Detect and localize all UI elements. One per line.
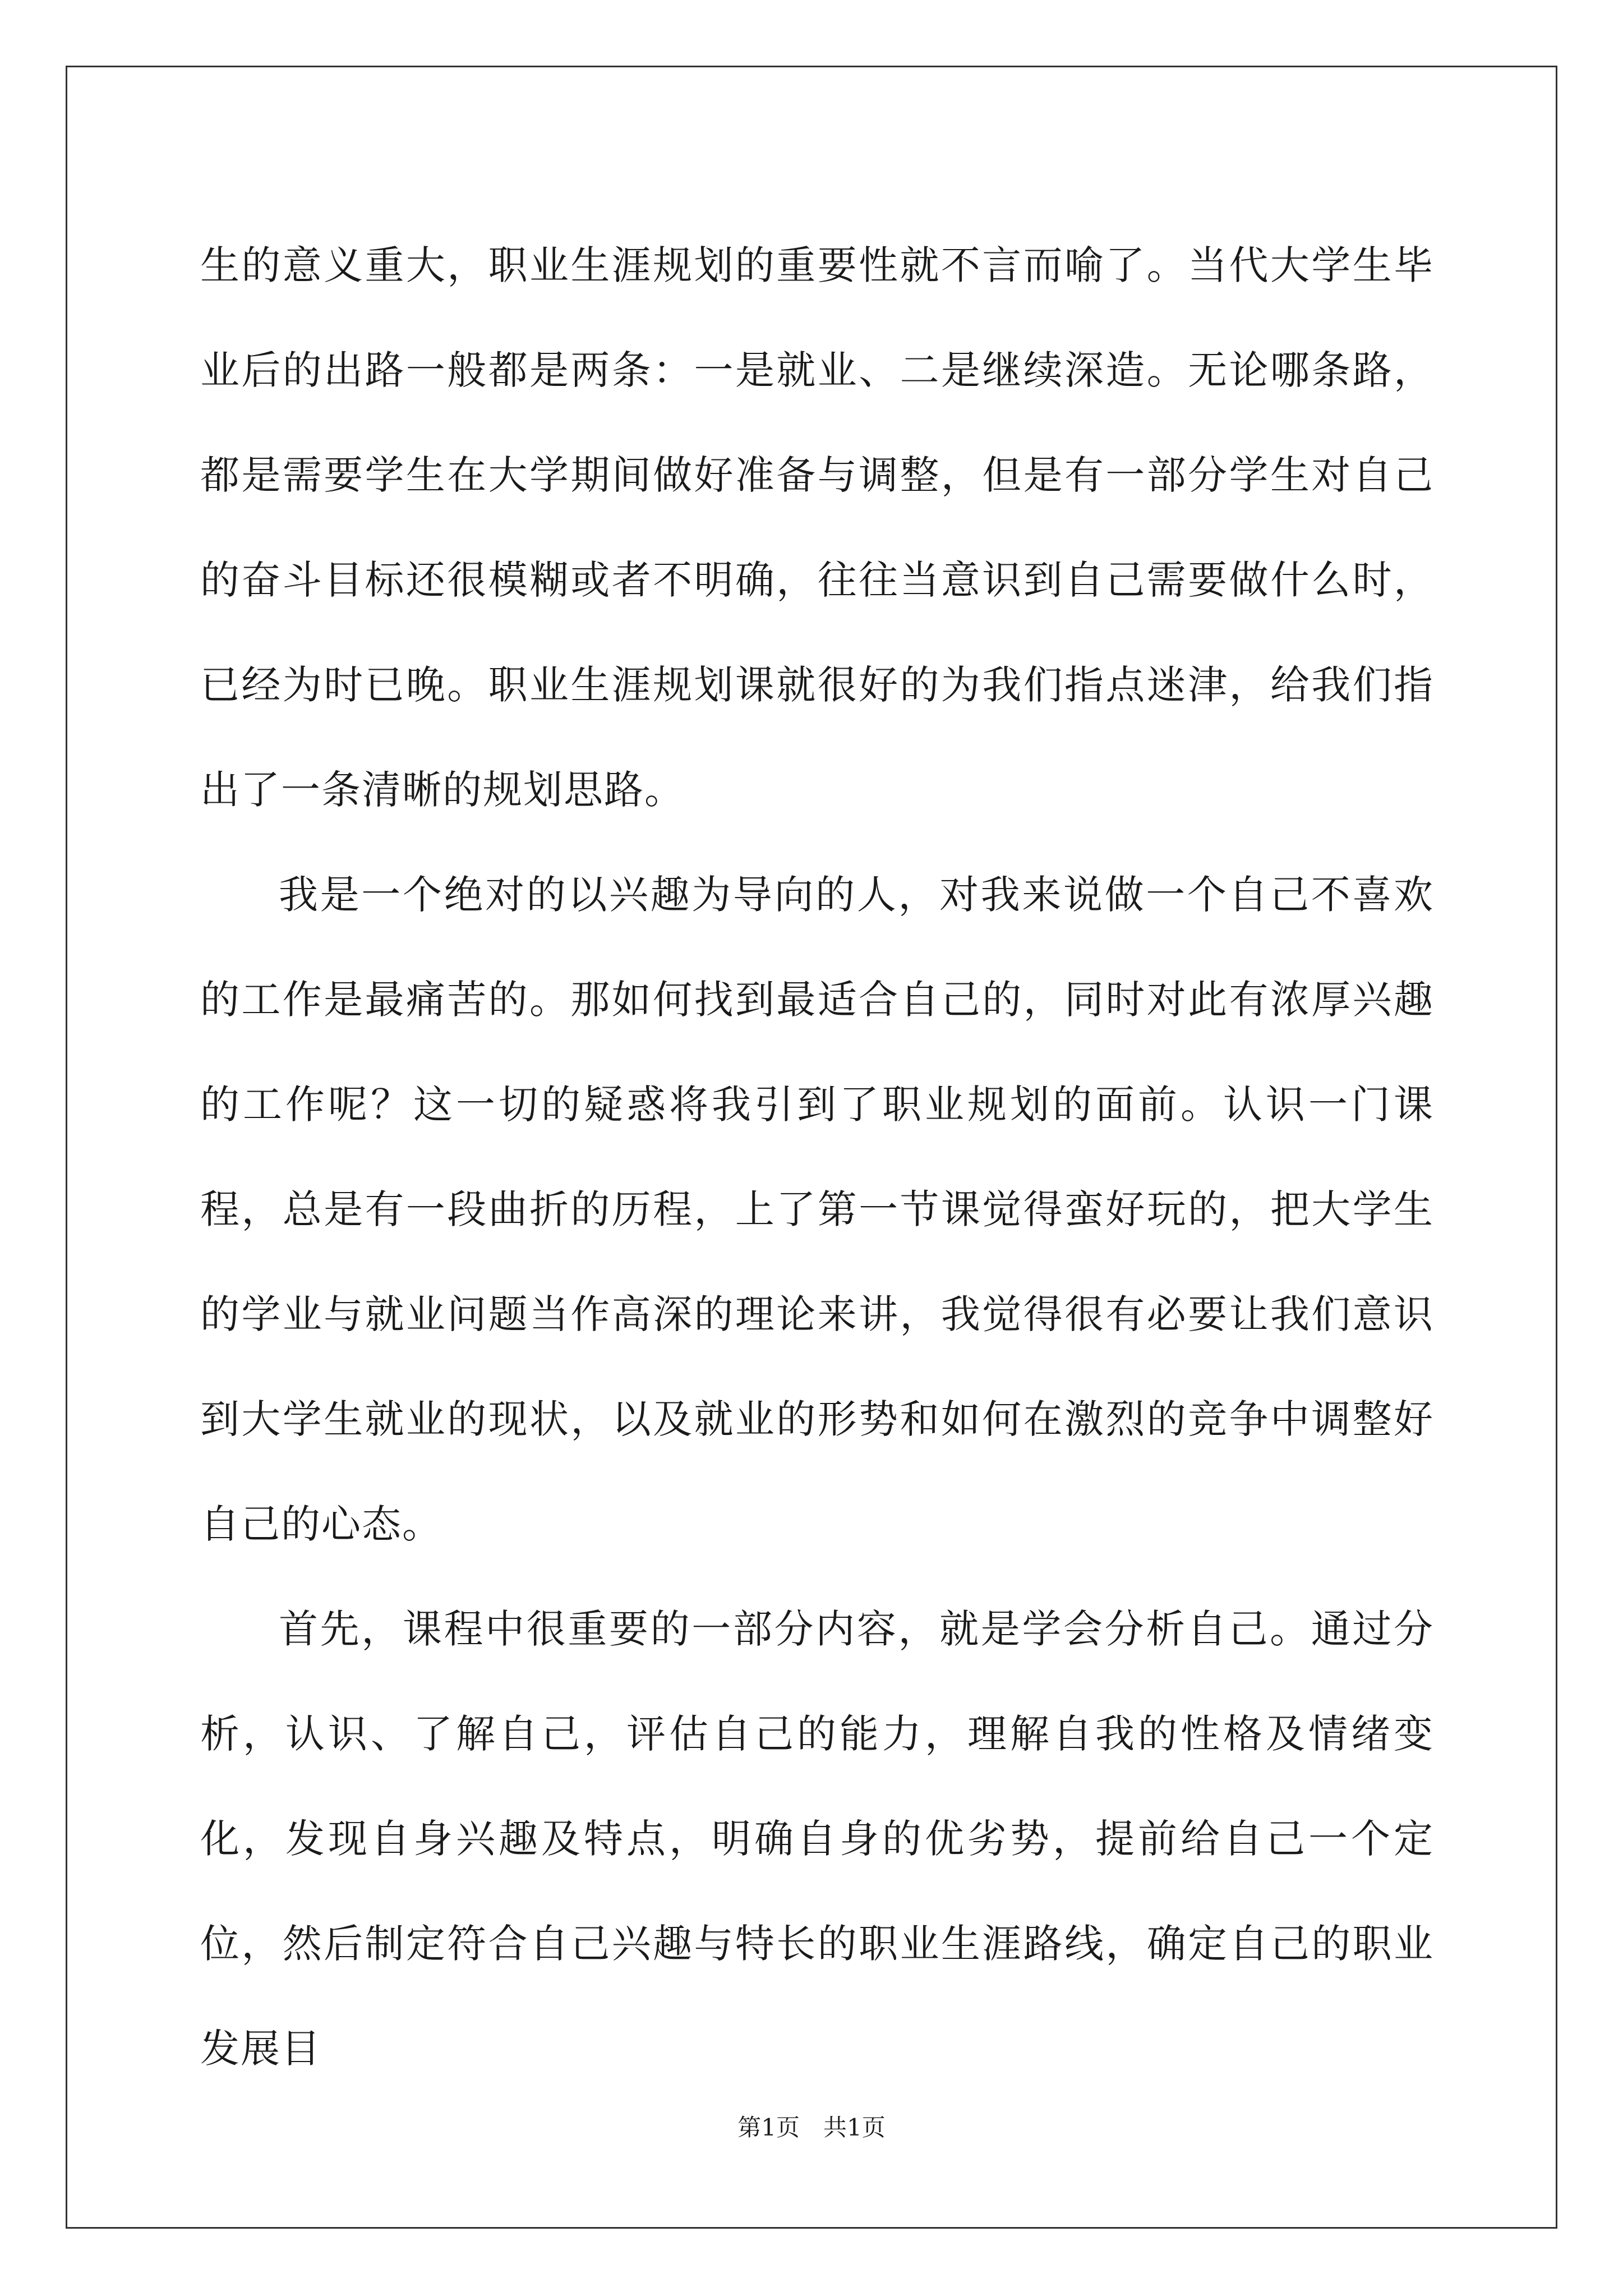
paragraph-3: 首先，课程中很重要的一部分内容，就是学会分析自己。通过分析，认识、了解自己，评估自己的能力，理解自我的性格及情绪变化，发现自身兴趣及特点，明确自身的优劣势，提前给自己一个定位，然后制定符合自己兴趣与特长的职业生涯路线，确定自己的职业发展目 <box>200 1606 1434 2072</box>
document-body <box>200 213 1434 2101</box>
page-footer: 第1页 共1页 <box>737 2114 886 2141</box>
paragraph-2: 我是一个绝对的以兴趣为导向的人，对我来说做一个自己不喜欢的工作是最痛苦的。那如何找到最适合自己的，同时对此有浓厚兴趣的工作呢？这一切的疑惑将我引到了职业规划的面前。认识一门课程，总是有一段曲折的历程，上了第一节课觉得蛮好玩的，把大学生的学业与就业问题当作高深的理论来讲，我觉得很有必要让我们意识到大学生就业的现状，以及就业的形势和如何在激烈的竞争中调整好自己的心态。 <box>200 872 1434 1547</box>
paragraph-1: 生的意义重大，职业生涯规划的重要性就不言而喻了。当代大学生毕业后的出路一般都是两条：一是就业、二是继续深造。无论哪条路，都是需要学生在大学期间做好准备与调整，但是有一部分学生对自己的奋斗目标还很模糊或者不明确，往往当意识到自己需要做什么时，已经为时已晚。职业生涯规划课就很好的为我们指点迷津，给我们指出了一条清晰的规划思路。 <box>200 242 1434 813</box>
